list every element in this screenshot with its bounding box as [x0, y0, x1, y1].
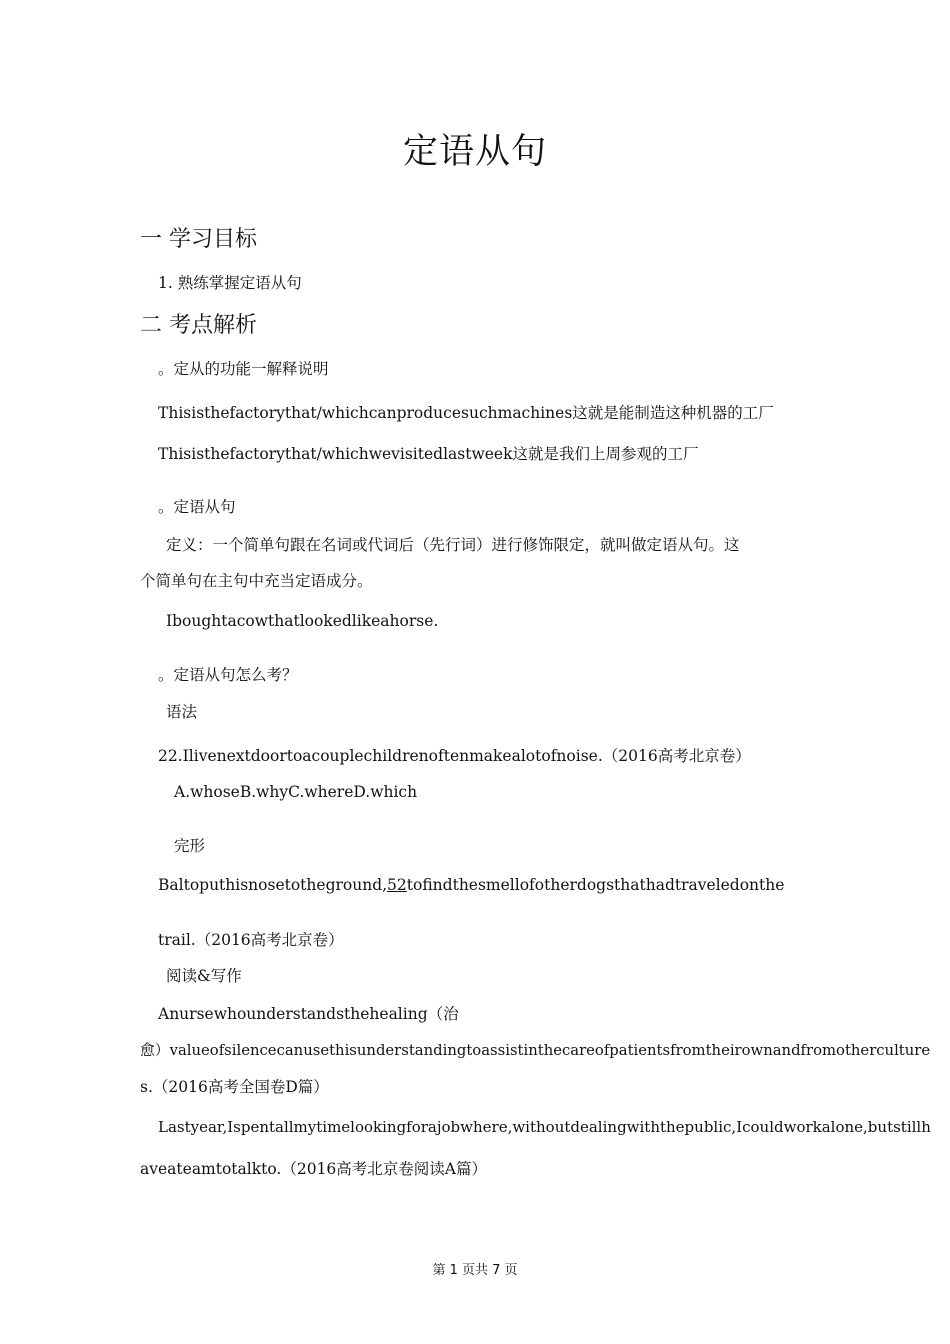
example-sentence: Iboughtacowthatlookedlikeahorse.: [166, 612, 439, 630]
definition-line: 个简单句在主句中充当定语成分。: [140, 572, 373, 590]
page-title: 定语从句: [402, 132, 547, 172]
point-exam: 。定语从句怎么考？: [158, 666, 298, 684]
reading-source: aveateamtotalkto.（2016高考北京卷阅读A篇）: [140, 1160, 487, 1178]
question-22: 22.Ilivenextdoortoacouplechildrenoftenmakealotofnoise.（2016高考北京卷）: [158, 747, 751, 765]
page-footer: 第 1 页共 7 页: [432, 1263, 518, 1278]
cloze-blank: 52: [387, 876, 407, 894]
subheading-grammar: 语法: [166, 703, 198, 721]
cloze-text: Baltoputhisnosetotheground,: [158, 876, 388, 894]
cloze-text: tofindthesmellofotherdogsthathadtraveledonthe: [406, 876, 785, 894]
section-heading-analysis: 二 考点解析: [140, 313, 257, 338]
definition-line: 定义：一个简单句跟在名词或代词后（先行词）进行修饰限定，就叫做定语从句。这: [166, 536, 740, 554]
point-function: 。定从的功能一解释说明: [158, 360, 329, 378]
subheading-cloze: 完形: [174, 837, 206, 855]
objective-item: 1. 熟练掌握定语从句: [158, 274, 302, 292]
point-clause: 。定语从句: [158, 498, 236, 516]
example-sentence: Thisisthefactorythat/whichcanproducesuchmachines这就是能制造这种机器的工厂: [158, 404, 774, 422]
section-heading-objectives: 一 学习目标: [140, 227, 257, 252]
example-sentence: Thisisthefactorythat/whichwevisitedlastweek这就是我们上周参观的工厂: [158, 445, 699, 463]
reading-source: s.（2016高考全国卷D篇）: [140, 1078, 329, 1096]
reading-sentence: Lastyear,Ispentallmytimelookingforajobwhere,withoutdealingwiththepublic,Icouldworkalone,butstillh: [158, 1118, 931, 1136]
reading-sentence: 愈）valueofsilencecanusethisunderstandingtoassistinthecareofpatientsfromtheirownandfromotherculture: [140, 1042, 931, 1059]
reading-sentence: Anursewhounderstandsthehealing（治: [158, 1005, 459, 1023]
cloze-sentence: [158, 876, 784, 894]
subheading-reading-writing: 阅读&写作: [166, 967, 242, 985]
cloze-source: trail.（2016高考北京卷）: [158, 931, 344, 949]
question-22-options: A.whoseB.whyC.whereD.which: [174, 783, 418, 801]
